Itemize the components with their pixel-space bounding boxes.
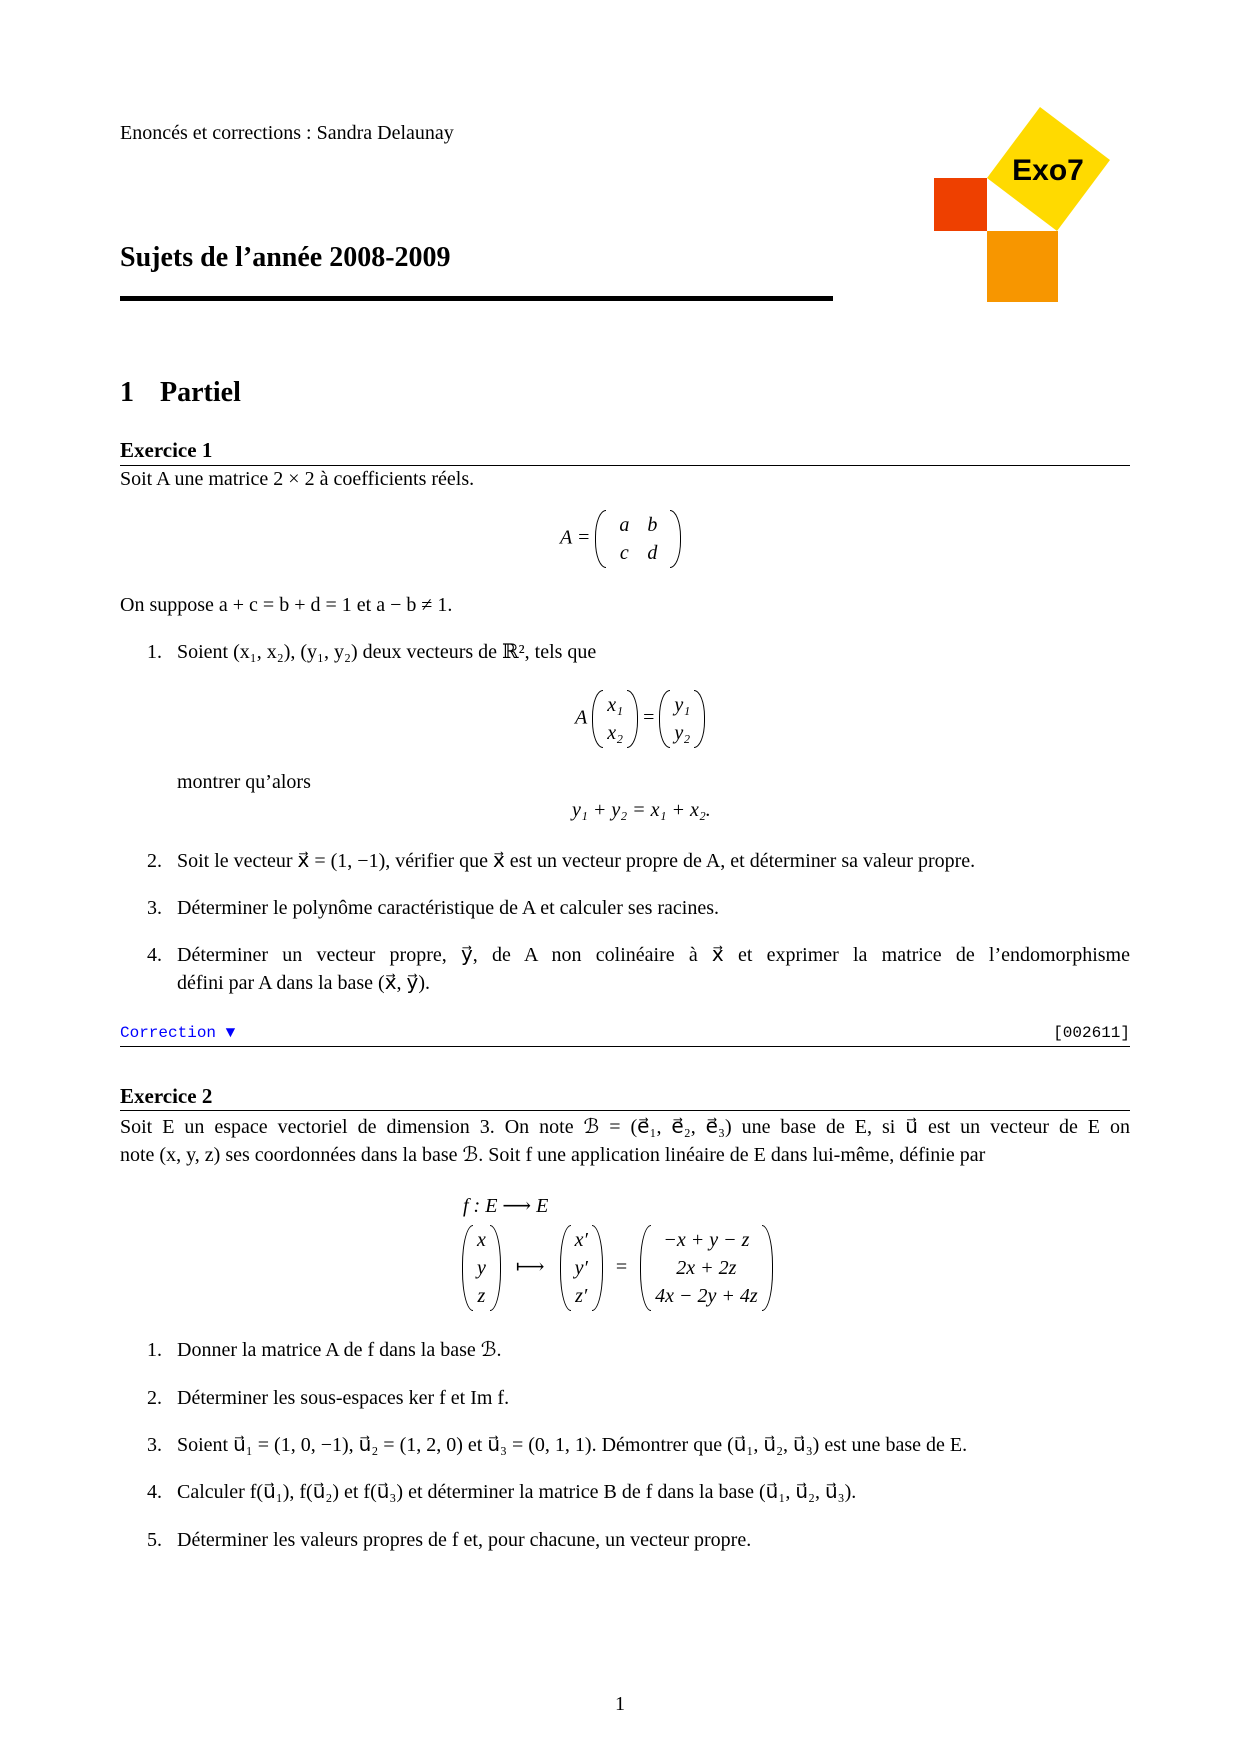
exercise-2-item-1: Donner la matrice A de f dans la base ℬ. <box>177 1339 502 1361</box>
logo-red-square <box>934 178 987 231</box>
correction-link[interactable]: Correction ▼ <box>120 1024 236 1042</box>
logo-orange-square <box>987 231 1058 302</box>
exercise-ref: [002611] <box>1053 1024 1130 1042</box>
item-number: 1. <box>147 1339 162 1361</box>
logo-text: Exo7 <box>1012 154 1084 187</box>
title-rule <box>120 296 833 301</box>
map-heading: f : E ⟶ E <box>463 1195 549 1217</box>
exercise-2-item-5: Déterminer les valeurs propres de f et, pour chacune, un vecteur propre. <box>177 1529 752 1551</box>
page-number: 1 <box>615 1693 625 1715</box>
exercise-2-item-2: Déterminer les sous-espaces ker f et Im f. <box>177 1387 510 1409</box>
exercise-2-item-3: Soient u⃗₁ = (1, 0, −1), u⃗₂ = (1, 2, 0) et u⃗₃ = (0, 1, 1). Démontrer que (u⃗₁, u⃗₂, u⃗₃) est une base de E. <box>177 1434 968 1456</box>
exercise-1-hypothesis: On suppose a + c = b + d = 1 et a − b ≠ 1. <box>120 594 453 616</box>
matrix-lhs: A = <box>560 526 591 549</box>
exercise-1-item-2: Soit le vecteur x⃗ = (1, −1), vérifier que x⃗ est un vecteur propre de A, et déterminer sa valeur propre. <box>177 850 976 872</box>
item-number: 5. <box>147 1529 162 1551</box>
exercise-1-item-4-cont: défini par A dans la base (x⃗, y⃗). <box>177 972 431 994</box>
exercise-1-item-3: Déterminer le polynôme caractéristique de A et calculer ses racines. <box>177 897 719 919</box>
authors-line: Enoncés et corrections : Sandra Delaunay <box>120 122 454 144</box>
item-number: 4. <box>147 944 162 966</box>
item-number: 4. <box>147 1481 162 1503</box>
item-number: 2. <box>147 1387 162 1409</box>
exercise-2-intro: Soit E un espace vectoriel de dimension 3. On note ℬ = (e⃗₁, e⃗₂, e⃗₃) une base de E, si u⃗ est un vecteur de E on <box>120 1116 1130 1138</box>
sum-equation: y₁ + y₂ = x₁ + x₂. <box>572 799 711 821</box>
matrix-A-equation: A = a b c d <box>560 510 681 568</box>
exercise-1-title: Exercice 1 <box>120 438 213 462</box>
map-definition: x y z ⟼ x′ y′ z′ = −x + y − z 2x + 2z 4x − 2y + 4z <box>462 1225 773 1311</box>
section-number: 1 <box>120 377 134 408</box>
exercise-1-item-4: Déterminer un vecteur propre, y⃗, de A non colinéaire à x⃗ et exprimer la matrice de l’endomorphisme <box>177 944 1130 966</box>
exercise-1-item-1: Soient (x₁, x₂), (y₁, y₂) deux vecteurs de ℝ², tels que <box>177 641 597 663</box>
exercise-2-item-4: Calculer f(u⃗₁), f(u⃗₂) et f(u⃗₃) et déterminer la matrice B de f dans la base (u⃗₁, u⃗₂, u⃗₃). <box>177 1481 857 1503</box>
item-number: 3. <box>147 1434 162 1456</box>
section-title: Partiel <box>160 377 241 408</box>
exercise-1-item-1-after: montrer qu’alors <box>177 771 311 793</box>
section-heading <box>120 377 241 408</box>
item-number: 2. <box>147 850 162 872</box>
vector-equation: A x₁ x₂ = y₁ y₂ <box>575 690 705 748</box>
exercise-2-intro-2: note (x, y, z) ses coordonnées dans la base ℬ. Soit f une application linéaire de E dans lui-même, définie par <box>120 1144 986 1166</box>
exercise-2-title: Exercice 2 <box>120 1084 213 1108</box>
correction-rule <box>120 1046 1130 1047</box>
item-number: 3. <box>147 897 162 919</box>
exercise-2-rule <box>120 1110 1130 1111</box>
page-title: Sujets de l’année 2008-2009 <box>120 242 451 273</box>
exercise-1-intro: Soit A une matrice 2 × 2 à coefficients réels. <box>120 468 475 490</box>
item-number: 1. <box>147 641 162 663</box>
